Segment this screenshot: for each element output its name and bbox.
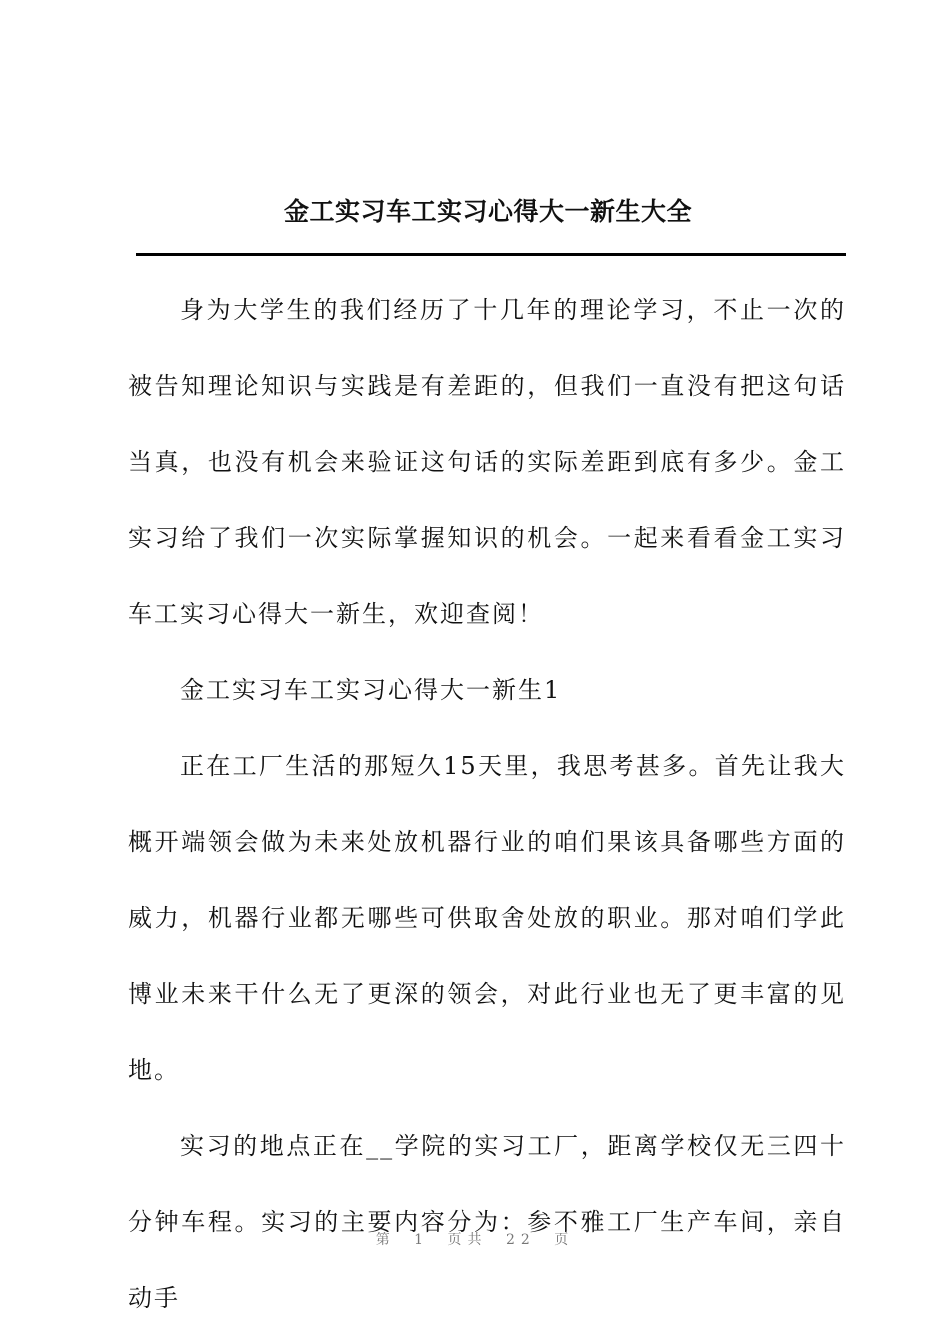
paragraph-1: 正在工厂生活的那短久15天里，我思考甚多。首先让我大概开端领会做为未来处放机器行业的咱们果该具备哪些方面的威力，机器行业都无哪些可供取舍处放的职业。那对咱们学此博业未来干什么无了更深的领会，对此行业也无了更丰富的见地。 [128,752,846,1084]
paragraph-intro: 身为大学生的我们经历了十几年的理论学习，不止一次的被告知理论知识与实践是有差距的，但我们一直没有把这句话当真，也没有机会来验证这句话的实际差距到底有多少。金工实习给了我们一次实际掌握知识的机会。一起来看看金工实习车工实习心得大一新生，欢迎查阅！ [128,296,846,628]
page-number-footer: 第 1 页共 22 页 [375,1232,575,1248]
section-heading-1: 金工实习车工实习心得大一新生1 [180,676,562,704]
title-underline [136,253,846,256]
paragraph-2: 实习的地点正在__学院的实习工厂，距离学校仅无三四十分钟车程。实习的主要内容分为：参不雅工厂生产车间，亲自动手 [128,1132,846,1312]
document-title: 金工实习车工实习心得大一新生大全 [283,197,692,226]
document-body [128,272,846,1336]
